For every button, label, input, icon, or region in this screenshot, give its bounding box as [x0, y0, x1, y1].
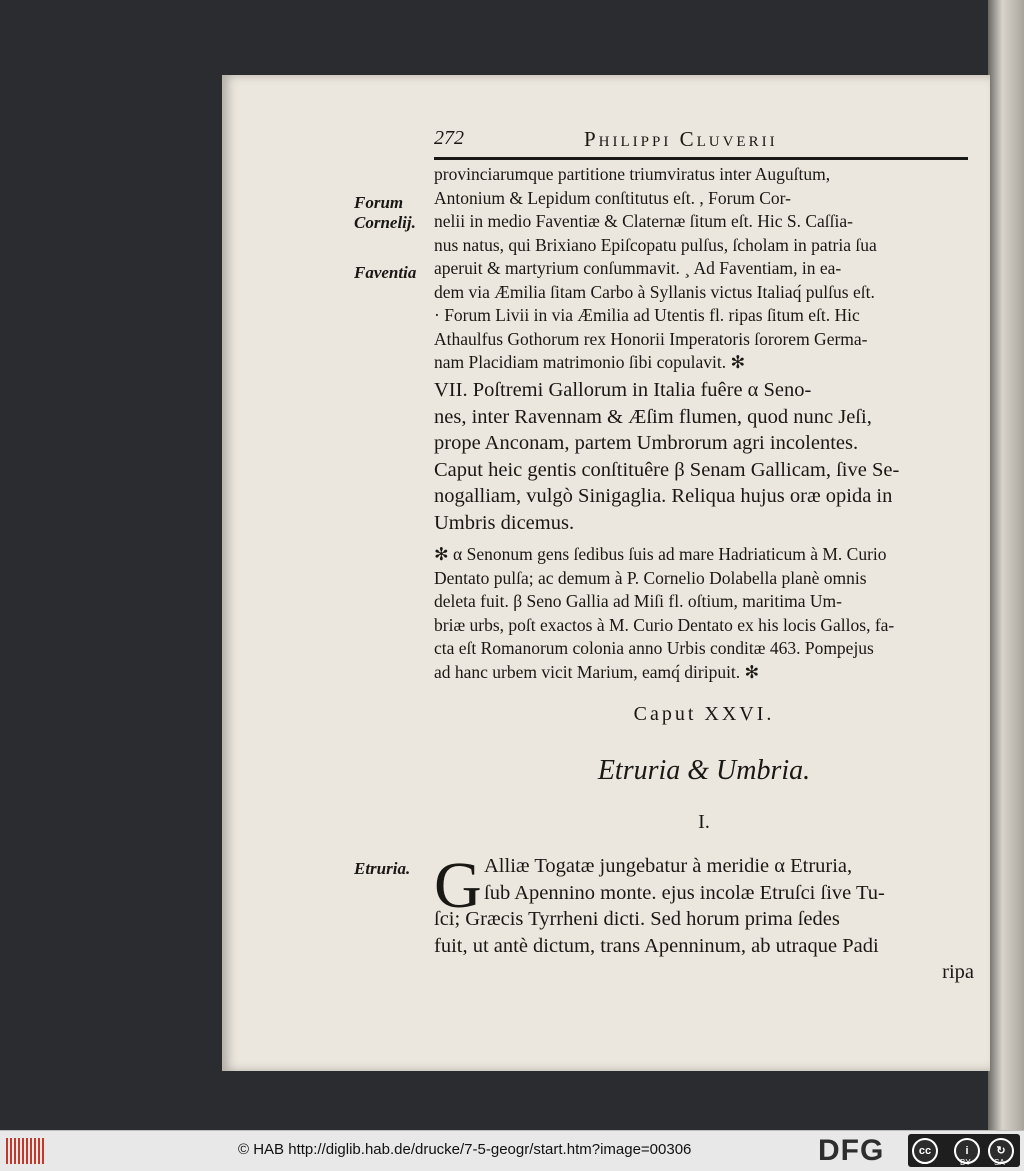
chapter-heading: Caput XXVI.: [633, 703, 775, 725]
text-line: deleta fuit. β Seno Gallia ad Miſi fl. oſtium, maritima Um-: [434, 591, 842, 611]
marginal-note-forum-cornelii: Forum Cornelij.: [354, 193, 416, 232]
text-line: ✻ α Senonum gens ſedibus ſuis ad mare Hadriaticum à M. Curio: [434, 544, 887, 564]
marginal-note-etruria: Etruria.: [354, 859, 411, 878]
catchword: ripa: [942, 961, 974, 983]
book-edge: [988, 0, 1024, 1130]
text-line: nes, inter Ravennam & Æſim flumen, quod nunc Jeſi,: [434, 405, 872, 428]
page-number: 272: [434, 127, 464, 149]
cc-license-badge[interactable]: [908, 1134, 1020, 1167]
text-line: ſub Apennino monte. ejus incolæ Etruſci ſive Tu-: [484, 881, 885, 904]
text-line: ſci; Græcis Tyrrheni dicti. Sed horum prima ſedes: [434, 908, 840, 930]
marginal-note-faventia: Faventia: [354, 263, 417, 282]
text-line: Athaulfus Gothorum rex Honorii Imperatoris ſororem Germa-: [434, 328, 868, 349]
text-line: nus natus, qui Brixiano Epiſcopatu pulſus, ſcholam in patria ſua: [434, 234, 877, 255]
paragraph-forum-cornelii: [434, 163, 974, 375]
text-line: aperuit & martyrium conſummavit. ¸ Ad Faventiam, in ea-: [434, 258, 842, 278]
text-line: nogalliam, vulgò Sinigaglia. Reliqua hujus oræ opida in: [434, 485, 893, 507]
cc-icon: cc: [912, 1138, 938, 1164]
text-line: Dentato pulſa; ac demum à P. Cornelio Dolabella planè omnis: [434, 567, 867, 588]
paragraph-etruria-opening: [434, 906, 974, 986]
header-rule: [434, 157, 968, 160]
section-number: I.: [698, 811, 710, 833]
text-line: provinciarumque partitione triumviratus inter Auguſtum,: [434, 164, 831, 184]
text-line: Alliæ Togatæ jungebatur à meridie α Etruria,: [484, 855, 853, 877]
paragraph-etruria-opening-indent: [484, 853, 974, 906]
book-page: [222, 75, 990, 1071]
attribution-link[interactable]: © HAB http://diglib.hab.de/drucke/7-5-geogr/start.htm?image=00306: [238, 1141, 692, 1158]
text-line: nelii in medio Faventiæ & Claternæ ſitum eſt. Hic S. Caſſia-: [434, 211, 853, 231]
share-alike-icon: ↻: [988, 1138, 1014, 1164]
attribution-person-icon: i: [954, 1138, 980, 1164]
text-line: prope Anconam, partem Umbrorum agri incolentes.: [434, 432, 859, 454]
text-line: nam Placidiam matrimonio ſibi copulavit. ✻: [434, 352, 746, 372]
text-line: Caput heic gentis conſtituêre β Senam Gallicam, ſive Se-: [434, 458, 900, 481]
running-head: Philippi Cluverii: [584, 127, 778, 151]
text-line: Umbris dicemus.: [434, 511, 575, 534]
text-line: dem via Æmilia ſitam Carbo à Syllanis victus Italiaq́ pulſus eſt.: [434, 281, 875, 302]
text-line: ad hanc urbem vicit Marium, eamq́ diripuit. ✻: [434, 661, 760, 682]
text-line: VII. Poſtremi Gallorum in Italia fuêre α Seno-: [434, 379, 812, 401]
paragraph-senones: [434, 377, 974, 536]
text-line: · Forum Livii in via Æmilia ad Utentis fl. ripas ſitum eſt. Hic: [434, 305, 860, 325]
drop-cap: G: [434, 849, 482, 922]
dfg-logo[interactable]: DFG: [818, 1134, 885, 1167]
chapter-subject: Etruria & Umbria.: [597, 755, 811, 786]
barcode-icon: [6, 1138, 46, 1164]
license-by-label: BY: [960, 1158, 971, 1167]
page-header: [434, 127, 974, 157]
text-line: briæ urbs, poſt exactos à M. Curio Dentato ex his locis Gallos, fa-: [434, 614, 895, 635]
text-line: cta eſt Romanorum colonia anno Urbis conditæ 463. Pompejus: [434, 638, 874, 658]
text-line: fuit, ut antè dictum, trans Apenninum, ab utraque Padi: [434, 934, 879, 957]
footer-bar: [0, 1130, 1024, 1171]
paragraph-notes: [434, 543, 974, 684]
license-sa-label: SA: [994, 1158, 1005, 1167]
text-line: Antonium & Lepidum conſtitutus eſt. , Forum Cor-: [434, 187, 791, 208]
